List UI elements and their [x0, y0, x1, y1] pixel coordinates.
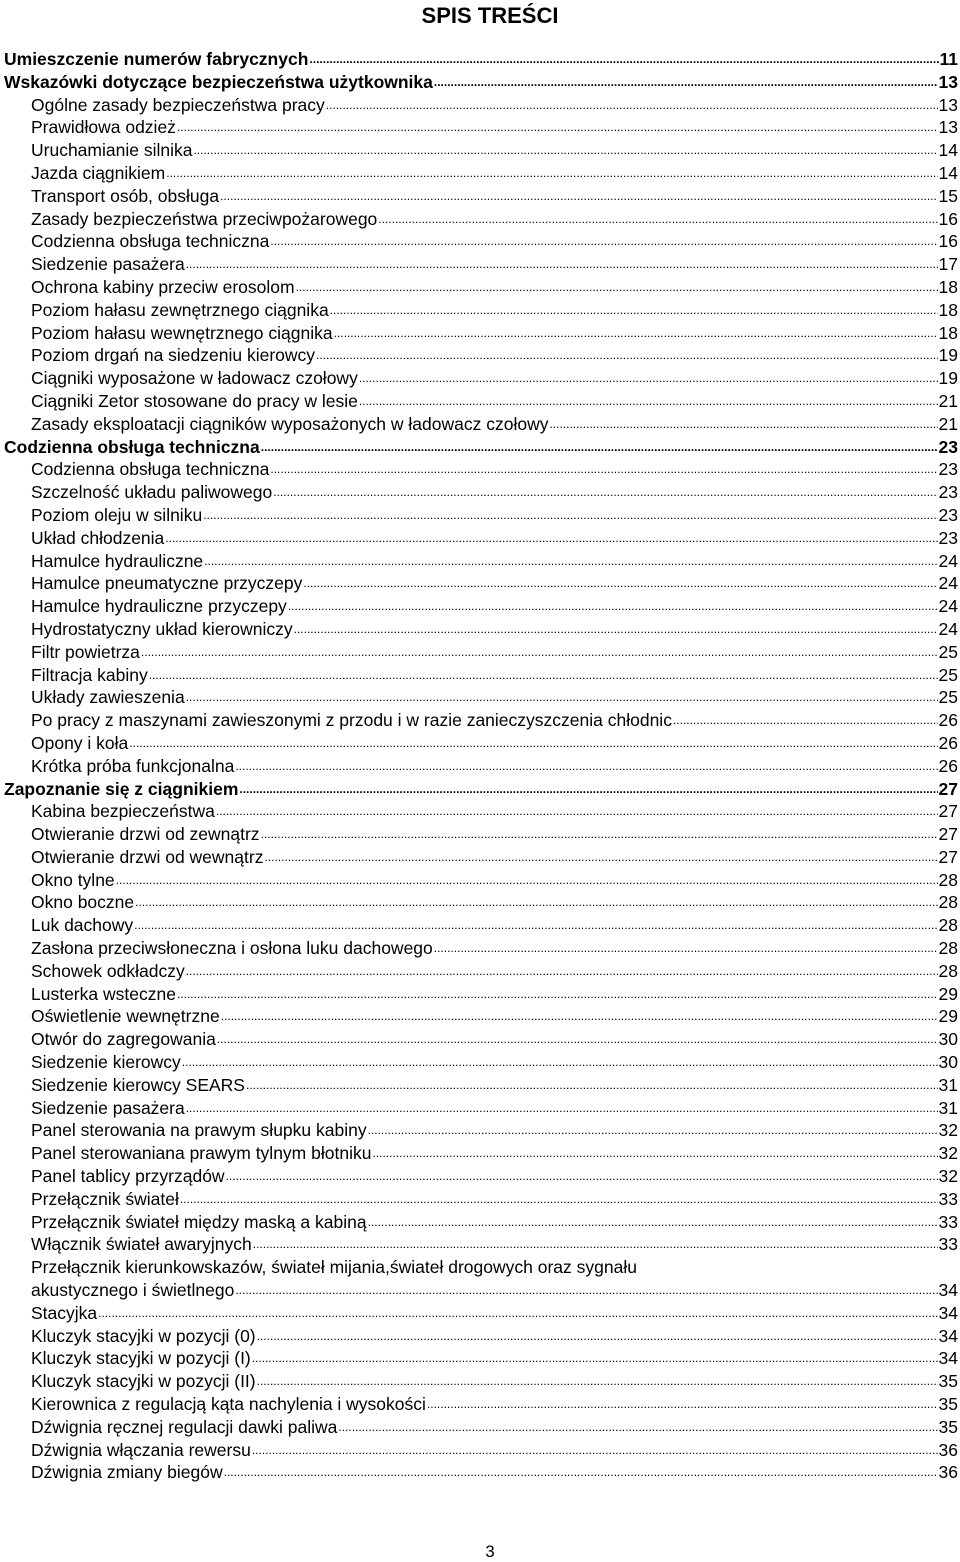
toc-entry-page: 30	[938, 1029, 958, 1050]
toc-entry-page: 28	[938, 960, 958, 981]
toc-entry[interactable]	[4, 458, 958, 481]
toc-entry[interactable]	[4, 914, 958, 937]
toc-entry[interactable]	[4, 572, 958, 595]
toc-entry-label: Włącznik świateł awaryjnych	[31, 1234, 252, 1255]
toc-entry-label: Po pracy z maszynami zawieszonymi z przodu i w razie zanieczyszczenia chłodnic	[31, 710, 672, 731]
toc-entry-page: 23	[938, 527, 958, 548]
toc-leader-dots	[217, 1028, 938, 1051]
toc-leader-dots	[378, 208, 937, 231]
toc-entry-page: 17	[938, 254, 958, 275]
toc-entry-label: Hamulce hydrauliczne	[31, 550, 204, 571]
toc-leader-dots	[309, 48, 938, 71]
toc-leader-dots	[549, 413, 937, 436]
toc-entry[interactable]	[4, 276, 958, 299]
page-number: 3	[485, 1542, 495, 1561]
toc-entry-label: Krótka próba funkcjonalna	[31, 755, 235, 776]
toc-entry-label: Oświetlenie wewnętrzne	[31, 1006, 220, 1027]
toc-entry-label: Prawidłowa odzież	[31, 117, 176, 138]
toc-leader-dots	[434, 71, 938, 94]
toc-leader-dots	[359, 367, 938, 390]
toc-entry-page: 28	[938, 869, 958, 890]
table-of-contents	[4, 48, 958, 1484]
toc-leader-dots	[252, 1347, 938, 1370]
toc-leader-dots	[294, 618, 938, 641]
toc-leader-dots	[224, 1461, 938, 1484]
toc-entry-label: Zasady eksploatacji ciągników wyposażonych w ładowacz czołowy	[31, 413, 549, 434]
toc-entry-label: Siedzenie pasażera	[31, 254, 185, 275]
toc-entry[interactable]	[4, 1302, 958, 1325]
toc-leader-dots	[368, 1211, 938, 1234]
toc-entry-label: Kluczyk stacyjki w pozycji (II)	[31, 1371, 256, 1392]
toc-entry-page: 26	[938, 732, 958, 753]
toc-entry[interactable]	[4, 1416, 958, 1439]
toc-entry-label-continued: akustycznego i świetlnego	[31, 1280, 235, 1301]
toc-leader-dots	[288, 595, 938, 618]
toc-leader-dots	[193, 139, 937, 162]
toc-entry-label: Poziom hałasu wewnętrznego ciągnika	[31, 322, 333, 343]
toc-entry-page: 31	[938, 1097, 958, 1118]
toc-leader-dots	[180, 1188, 938, 1211]
toc-entry[interactable]	[4, 937, 958, 960]
toc-entry[interactable]	[4, 367, 958, 390]
toc-entry[interactable]	[4, 778, 958, 801]
toc-entry-page: 23	[938, 436, 958, 457]
toc-entry-page: 29	[938, 1006, 958, 1027]
toc-entry-page: 18	[938, 276, 958, 297]
toc-entry-label: Hamulce pneumatyczne przyczepy	[31, 573, 303, 594]
toc-entry-label: Panel sterowaniana prawym tylnym błotniku	[31, 1143, 372, 1164]
toc-entry[interactable]	[4, 527, 958, 550]
toc-entry[interactable]	[4, 1233, 958, 1256]
toc-entry-label: Szczelność układu paliwowego	[31, 482, 273, 503]
toc-entry[interactable]	[4, 116, 958, 139]
toc-leader-dots	[334, 322, 938, 345]
toc-entry[interactable]	[4, 641, 958, 664]
toc-entry-label: Okno boczne	[31, 892, 135, 913]
toc-entry-label: Jazda ciągnikiem	[31, 162, 166, 183]
toc-entry-label: Opony i koła	[31, 732, 129, 753]
toc-entry-label: Układ chłodzenia	[31, 527, 165, 548]
toc-leader-dots	[149, 664, 938, 687]
toc-entry[interactable]	[4, 1097, 958, 1120]
toc-leader-dots	[134, 914, 937, 937]
toc-entry-label: Ciągniki wyposażone w ładowacz czołowy	[31, 368, 358, 389]
toc-entry-page: 14	[938, 162, 958, 183]
toc-entry[interactable]	[4, 48, 958, 71]
toc-entry-label: Dźwignia zmiany biegów	[31, 1462, 223, 1483]
toc-entry-page: 24	[938, 550, 958, 571]
toc-entry[interactable]	[4, 1461, 958, 1484]
toc-entry[interactable]	[4, 618, 958, 641]
toc-entry[interactable]	[4, 1370, 958, 1393]
page-title: SPIS TREŚCI	[421, 3, 559, 28]
toc-entry[interactable]	[4, 1028, 958, 1051]
toc-leader-dots	[261, 823, 938, 846]
toc-entry-label: Dźwignia ręcznej regulacji dawki paliwa	[31, 1416, 338, 1437]
toc-leader-dots	[235, 1279, 937, 1302]
toc-leader-dots	[296, 276, 938, 299]
toc-leader-dots	[221, 1005, 938, 1028]
toc-entry-page: 27	[938, 801, 958, 822]
toc-entry-page: 28	[938, 892, 958, 913]
toc-entry-label: Przełącznik kierunkowskazów, świateł mijania,świateł drogowych oraz sygnału	[31, 1257, 637, 1278]
toc-leader-dots	[216, 800, 938, 823]
toc-entry-label: Otwieranie drzwi od zewnątrz	[31, 824, 260, 845]
toc-entry-page: 32	[938, 1120, 958, 1141]
toc-entry-page: 21	[938, 413, 958, 434]
toc-leader-dots	[186, 253, 938, 276]
toc-entry[interactable]	[4, 800, 958, 823]
toc-entry-label: Lusterka wsteczne	[31, 983, 176, 1004]
toc-entry-page: 27	[938, 846, 958, 867]
toc-entry-label: Luk dachowy	[31, 915, 134, 936]
toc-entry-label: Poziom oleju w silniku	[31, 504, 203, 525]
toc-leader-dots	[326, 94, 938, 117]
toc-leader-dots	[359, 390, 938, 413]
toc-entry-page: 23	[938, 459, 958, 480]
toc-entry-label: Transport osób, obsługa	[31, 185, 220, 206]
toc-leader-dots	[372, 1142, 937, 1165]
toc-entry-page: 31	[938, 1074, 958, 1095]
toc-entry-page: 27	[938, 778, 958, 799]
toc-entry[interactable]	[4, 1165, 958, 1188]
toc-entry-page: 11	[939, 49, 958, 69]
toc-entry[interactable]	[4, 1256, 958, 1302]
toc-entry-page: 15	[938, 185, 958, 206]
toc-entry[interactable]	[4, 139, 958, 162]
toc-leader-dots	[129, 732, 937, 755]
toc-entry[interactable]	[4, 208, 958, 231]
toc-entry-page: 28	[938, 915, 958, 936]
toc-entry-label: Panel sterowania na prawym słupku kabiny	[31, 1120, 367, 1141]
toc-leader-dots	[235, 755, 937, 778]
toc-entry-page: 13	[938, 71, 958, 92]
toc-entry-page: 14	[938, 140, 958, 161]
toc-leader-dots	[264, 846, 937, 869]
toc-entry-page: 13	[938, 94, 958, 115]
toc-entry-label: Kluczyk stacyjki w pozycji (0)	[31, 1325, 256, 1346]
toc-entry-page: 16	[938, 208, 958, 229]
toc-entry-page: 19	[938, 368, 958, 389]
toc-entry[interactable]	[4, 299, 958, 322]
toc-leader-dots	[182, 1051, 938, 1074]
toc-entry-label: Umieszczenie numerów fabrycznych	[4, 49, 309, 69]
toc-entry[interactable]	[4, 481, 958, 504]
toc-entry[interactable]	[4, 1119, 958, 1142]
toc-entry-page: 24	[938, 596, 958, 617]
toc-entry-page: 24	[938, 618, 958, 639]
toc-entry[interactable]	[4, 1074, 958, 1097]
toc-leader-dots	[226, 1165, 938, 1188]
toc-leader-dots	[368, 1119, 938, 1142]
toc-entry-page: 34	[938, 1280, 958, 1301]
toc-entry-label: Otwór do zagregowania	[31, 1029, 216, 1050]
toc-entry-label: Siedzenie kierowcy	[31, 1052, 181, 1073]
toc-leader-dots	[673, 709, 938, 732]
toc-entry-page: 23	[938, 504, 958, 525]
toc-entry[interactable]	[4, 230, 958, 253]
toc-entry-page: 35	[938, 1416, 958, 1437]
toc-leader-dots	[270, 230, 937, 253]
toc-leader-dots	[186, 960, 938, 983]
toc-entry-label: Siedzenie kierowcy SEARS	[31, 1074, 245, 1095]
toc-entry-label: Siedzenie pasażera	[31, 1097, 185, 1118]
toc-entry[interactable]	[4, 413, 958, 436]
toc-entry[interactable]	[4, 1142, 958, 1165]
toc-entry-label: Zasady bezpieczeństwa przeciwpożarowego	[31, 208, 378, 229]
toc-entry[interactable]	[4, 550, 958, 573]
toc-entry-label: Zapoznanie się z ciągnikiem	[4, 778, 239, 799]
toc-entry-label: Zasłona przeciwsłoneczna i osłona luku dachowego	[31, 938, 433, 959]
toc-entry[interactable]	[4, 891, 958, 914]
toc-entry-page: 29	[938, 983, 958, 1004]
toc-entry-label: Okno tylne	[31, 869, 115, 890]
toc-entry-page: 36	[938, 1462, 958, 1483]
toc-leader-dots	[253, 1233, 938, 1256]
toc-entry-label: Hydrostatyczny układ kierowniczy	[31, 618, 293, 639]
toc-entry[interactable]	[4, 162, 958, 185]
toc-entry[interactable]	[4, 664, 958, 687]
toc-leader-dots	[427, 1393, 938, 1416]
toc-entry-page: 25	[938, 687, 958, 708]
toc-entry-label: Przełącznik świateł między maską a kabiną	[31, 1211, 367, 1232]
toc-entry[interactable]	[4, 504, 958, 527]
toc-entry[interactable]	[4, 1439, 958, 1462]
toc-leader-dots	[220, 185, 937, 208]
toc-entry[interactable]	[4, 846, 958, 869]
toc-leader-dots	[239, 778, 937, 801]
toc-entry-label: Układy zawieszenia	[31, 687, 185, 708]
toc-entry-page: 16	[938, 231, 958, 252]
toc-entry-page: 30	[938, 1052, 958, 1073]
toc-leader-dots	[177, 983, 938, 1006]
toc-entry[interactable]	[4, 960, 958, 983]
toc-entry-label: Codzienna obsługa techniczna	[31, 459, 270, 480]
toc-entry-label: Codzienna obsługa techniczna	[4, 436, 260, 457]
toc-leader-dots	[166, 162, 937, 185]
toc-entry-label: Kierownica z regulacją kąta nachylenia i wysokości	[31, 1394, 426, 1415]
toc-entry-page: 32	[938, 1166, 958, 1187]
toc-entry-page: 27	[938, 824, 958, 845]
toc-entry-label: Kluczyk stacyjki w pozycji (I)	[31, 1348, 251, 1369]
toc-entry-page: 36	[938, 1439, 958, 1460]
toc-entry[interactable]	[4, 1211, 958, 1234]
toc-entry[interactable]	[4, 823, 958, 846]
toc-entry-page: 24	[938, 573, 958, 594]
toc-entry[interactable]	[4, 71, 958, 94]
toc-entry[interactable]	[4, 1051, 958, 1074]
toc-entry-label: Codzienna obsługa techniczna	[31, 231, 270, 252]
toc-entry-label: Schowek odkładczy	[31, 960, 185, 981]
toc-entry[interactable]	[4, 253, 958, 276]
toc-leader-dots	[186, 1097, 938, 1120]
toc-entry[interactable]	[4, 755, 958, 778]
toc-entry-page: 25	[938, 641, 958, 662]
toc-entry-label: Przełącznik świateł	[31, 1188, 179, 1209]
toc-entry-page: 35	[938, 1394, 958, 1415]
toc-entry[interactable]	[4, 322, 958, 345]
toc-entry-page: 26	[938, 710, 958, 731]
toc-entry-page: 34	[938, 1325, 958, 1346]
toc-leader-dots	[257, 1370, 938, 1393]
toc-entry[interactable]	[4, 983, 958, 1006]
toc-entry[interactable]	[4, 1347, 958, 1370]
toc-entry-label: Hamulce hydrauliczne przyczepy	[31, 596, 287, 617]
toc-leader-dots	[330, 299, 938, 322]
toc-entry-label: Ochrona kabiny przeciw erosolom	[31, 276, 295, 297]
toc-entry[interactable]	[4, 869, 958, 892]
toc-leader-dots	[204, 550, 937, 573]
toc-entry-page: 33	[938, 1234, 958, 1255]
toc-entry[interactable]	[4, 709, 958, 732]
toc-entry-page: 21	[938, 390, 958, 411]
toc-entry[interactable]	[4, 686, 958, 709]
toc-entry[interactable]	[4, 595, 958, 618]
toc-entry-label: Filtracja kabiny	[31, 664, 148, 685]
toc-entry-page: 18	[938, 299, 958, 320]
toc-entry-label: Filtr powietrza	[31, 641, 140, 662]
toc-leader-dots	[177, 116, 938, 139]
toc-entry-page: 34	[938, 1348, 958, 1369]
toc-entry-label: Ogólne zasady bezpieczeństwa pracy	[31, 94, 325, 115]
toc-leader-dots	[261, 436, 938, 459]
toc-entry-page: 13	[938, 117, 958, 138]
toc-entry[interactable]	[4, 436, 958, 459]
toc-entry-label: Otwieranie drzwi od wewnątrz	[31, 846, 264, 867]
toc-entry-page: 34	[938, 1302, 958, 1323]
toc-entry-page: 19	[938, 345, 958, 366]
toc-leader-dots	[273, 481, 937, 504]
toc-entry[interactable]	[4, 185, 958, 208]
toc-entry[interactable]	[4, 390, 958, 413]
toc-entry-label: Poziom drgań na siedzeniu kierowcy	[31, 345, 316, 366]
toc-leader-dots	[141, 641, 938, 664]
toc-leader-dots	[165, 527, 937, 550]
toc-entry-page: 18	[938, 322, 958, 343]
toc-leader-dots	[116, 869, 938, 892]
toc-entry[interactable]	[4, 344, 958, 367]
toc-leader-dots	[316, 344, 937, 367]
toc-leader-dots	[303, 572, 937, 595]
toc-entry-page: 33	[938, 1211, 958, 1232]
toc-leader-dots	[203, 504, 937, 527]
toc-entry[interactable]	[4, 732, 958, 755]
toc-leader-dots	[135, 891, 937, 914]
toc-entry-page: 35	[938, 1371, 958, 1392]
toc-leader-dots	[98, 1302, 937, 1325]
toc-entry[interactable]	[4, 94, 958, 117]
toc-entry-page: 23	[938, 482, 958, 503]
toc-entry-page: 26	[938, 755, 958, 776]
toc-entry-label: Ciągniki Zetor stosowane do pracy w lesie	[31, 390, 358, 411]
toc-leader-dots	[186, 686, 938, 709]
toc-entry[interactable]	[4, 1005, 958, 1028]
toc-leader-dots	[246, 1074, 938, 1097]
toc-entry-label: Kabina bezpieczeństwa	[31, 801, 215, 822]
toc-entry-label: Dźwignia włączania rewersu	[31, 1439, 251, 1460]
toc-entry-page: 33	[938, 1188, 958, 1209]
toc-entry-label: Stacyjka	[31, 1302, 98, 1323]
toc-entry-label: Panel tablicy przyrządów	[31, 1166, 225, 1187]
toc-entry-page: 28	[938, 938, 958, 959]
toc-leader-dots	[434, 937, 938, 960]
toc-entry-page: 32	[938, 1143, 958, 1164]
toc-entry[interactable]	[4, 1393, 958, 1416]
toc-leader-dots	[252, 1439, 938, 1462]
toc-leader-dots	[270, 458, 937, 481]
toc-entry[interactable]	[4, 1325, 958, 1348]
toc-entry[interactable]	[4, 1188, 958, 1211]
toc-entry-page: 25	[938, 664, 958, 685]
toc-entry-label: Uruchamianie silnika	[31, 140, 193, 161]
toc-leader-dots	[257, 1325, 938, 1348]
toc-entry-label: Poziom hałasu zewnętrznego ciągnika	[31, 299, 329, 320]
toc-leader-dots	[338, 1416, 937, 1439]
toc-entry-label: Wskazówki dotyczące bezpieczeństwa użytkownika	[4, 71, 433, 92]
